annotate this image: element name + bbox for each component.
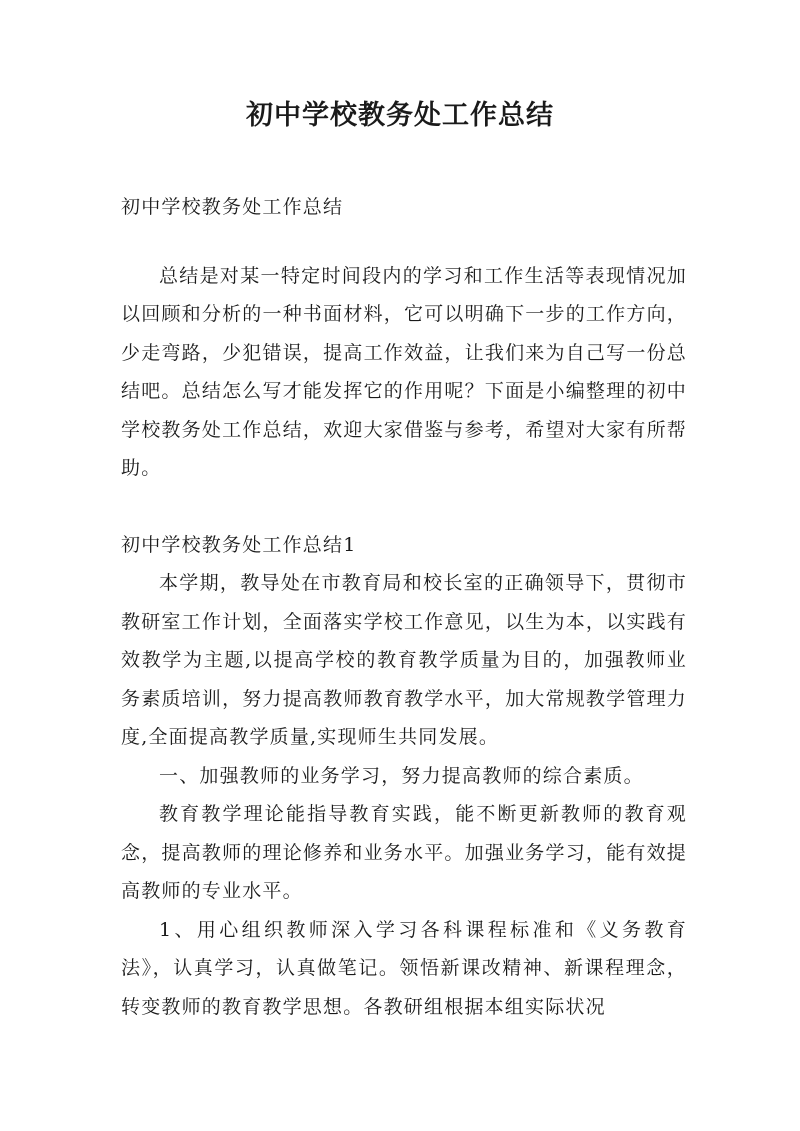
document-body <box>121 188 687 1026</box>
body-paragraph: 本学期，教导处在市教育局和校长室的正确领导下，贯彻市教研室工作计划，全面落实学校工作意见，以生为本，以实践有效教学为主题,以提高学校的教育教学质量为目的，加强教师业务素质培训，努力提高教师教育教学水平，加大常规教学管理力度,全面提高教学质量,实现师生共同发展。 <box>121 572 687 748</box>
intro-paragraph: 总结是对某一特定时间段内的学习和工作生活等表现情况加以回顾和分析的一种书面材料，它可以明确下一步的工作方向，少走弯路，少犯错误，提高工作效益，让我们来为自己写一份总结吧。总结怎么写才能发挥它的作用呢？下面是小编整理的初中学校教务处工作总结，欢迎大家借鉴与参考，希望对大家有所帮助。 <box>121 264 687 479</box>
document-title: 初中学校教务处工作总结 <box>246 100 554 131</box>
point-heading: 一、加强教师的业务学习，努力提高教师的综合素质。 <box>159 764 644 787</box>
body-paragraph: 教育教学理论能指导教育实践，能不断更新教师的教育观念，提高教师的理论修养和业务水平。加强业务学习，能有效提高教师的专业水平。 <box>121 803 687 902</box>
list-item: 1、用心组织教师深入学习各科课程标准和《义务教育法》，认真学习，认真做笔记。领悟新课改精神、新课程理念，转变教师的教育教学思想。各教研组根据本组实际状况 <box>121 918 687 1018</box>
document-subtitle: 初中学校教务处工作总结 <box>121 196 344 218</box>
section-heading: 初中学校教务处工作总结1 <box>121 533 357 556</box>
